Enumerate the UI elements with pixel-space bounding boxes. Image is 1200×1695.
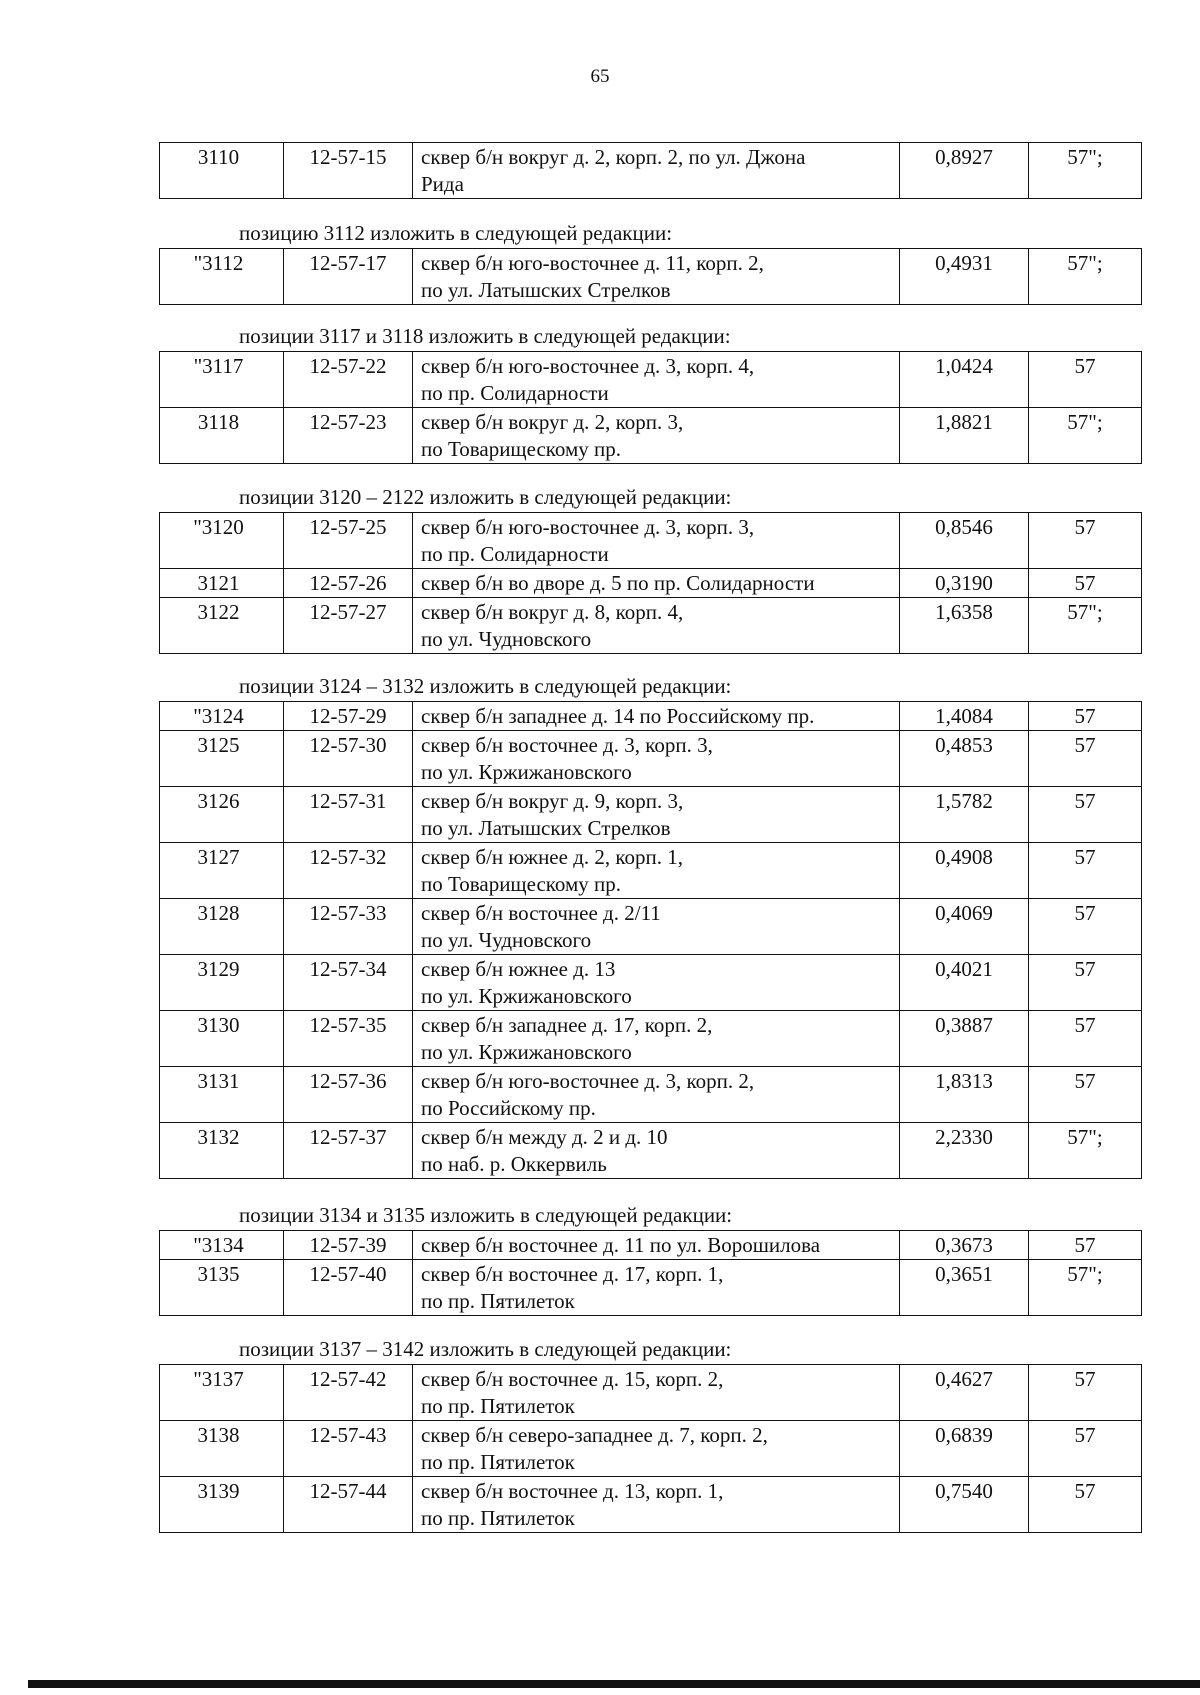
description-line: по наб. р. Оккервиль — [421, 1152, 607, 1176]
position-number: 3129 — [160, 955, 284, 1011]
object-description — [413, 513, 900, 569]
zone-code: 57 — [1029, 352, 1142, 408]
page-number: 65 — [590, 66, 610, 87]
position-number: "3117 — [160, 352, 284, 408]
object-code: 12-57-17 — [284, 249, 413, 305]
area-value: 0,4931 — [900, 249, 1029, 305]
object-description — [413, 787, 900, 843]
zone-code: 57 — [1029, 1231, 1142, 1260]
table-row — [160, 731, 1142, 787]
description-line: сквер б/н западнее д. 17, корп. 2, — [421, 1013, 713, 1037]
description-line: сквер б/н восточнее д. 17, корп. 1, — [421, 1262, 724, 1286]
description-line: сквер б/н восточнее д. 3, корп. 3, — [421, 733, 713, 757]
zone-code: 57 — [1029, 843, 1142, 899]
table-row — [160, 702, 1142, 731]
description-line: по пр. Солидарности — [421, 542, 609, 566]
object-description — [413, 1067, 900, 1123]
object-description — [413, 598, 900, 654]
description-line: по Российскому пр. — [421, 1096, 596, 1120]
area-value: 0,4069 — [900, 899, 1029, 955]
area-value: 0,4853 — [900, 731, 1029, 787]
object-code: 12-57-34 — [284, 955, 413, 1011]
positions-table — [159, 1230, 1142, 1316]
area-value: 1,4084 — [900, 702, 1029, 731]
object-code: 12-57-42 — [284, 1365, 413, 1421]
area-value: 1,6358 — [900, 598, 1029, 654]
object-description — [413, 955, 900, 1011]
area-value: 0,3190 — [900, 569, 1029, 598]
section-heading: позиции 3137 – 3142 изложить в следующей редакции: — [239, 1337, 732, 1361]
object-description — [413, 143, 900, 199]
area-value: 0,8546 — [900, 513, 1029, 569]
description-line: сквер б/н вокруг д. 2, корп. 3, — [421, 410, 684, 434]
table-row — [160, 249, 1142, 305]
area-value: 0,3887 — [900, 1011, 1029, 1067]
section-heading: позиции 3117 и 3118 изложить в следующей редакции: — [239, 324, 731, 348]
description-line: Рида — [421, 172, 464, 196]
object-code: 12-57-27 — [284, 598, 413, 654]
description-line: по ул. Чудновского — [421, 928, 592, 952]
description-line: сквер б/н восточнее д. 2/11 — [421, 901, 661, 925]
zone-code: 57"; — [1029, 249, 1142, 305]
zone-code: 57 — [1029, 513, 1142, 569]
description-line: по пр. Солидарности — [421, 381, 609, 405]
object-code: 12-57-44 — [284, 1477, 413, 1533]
position-number: 3135 — [160, 1260, 284, 1316]
description-line: по Товарищескому пр. — [421, 437, 622, 461]
position-number: 3125 — [160, 731, 284, 787]
description-line: по пр. Пятилеток — [421, 1289, 575, 1313]
table-row — [160, 843, 1142, 899]
position-number: 3131 — [160, 1067, 284, 1123]
zone-code: 57"; — [1029, 1123, 1142, 1179]
description-line: сквер б/н между д. 2 и д. 10 — [421, 1125, 668, 1149]
zone-code: 57 — [1029, 1011, 1142, 1067]
zone-code: 57 — [1029, 1421, 1142, 1477]
zone-code: 57"; — [1029, 598, 1142, 654]
description-line: сквер б/н восточнее д. 11 по ул. Ворошилова — [421, 1233, 821, 1257]
zone-code: 57 — [1029, 787, 1142, 843]
description-line: сквер б/н вокруг д. 2, корп. 2, по ул. Джона — [421, 145, 806, 169]
description-line: сквер б/н юго-восточнее д. 3, корп. 2, — [421, 1069, 755, 1093]
description-line: сквер б/н во дворе д. 5 по пр. Солидарности — [421, 571, 815, 595]
object-description — [413, 1011, 900, 1067]
positions-table — [159, 248, 1142, 305]
object-code: 12-57-43 — [284, 1421, 413, 1477]
description-line: по пр. Пятилеток — [421, 1450, 575, 1474]
object-description — [413, 1260, 900, 1316]
area-value: 1,8821 — [900, 408, 1029, 464]
zone-code: 57 — [1029, 569, 1142, 598]
position-number: 3139 — [160, 1477, 284, 1533]
table-row — [160, 143, 1142, 199]
description-line: по ул. Латышских Стрелков — [421, 278, 671, 302]
description-line: сквер б/н восточнее д. 15, корп. 2, — [421, 1367, 724, 1391]
table-row — [160, 1477, 1142, 1533]
area-value: 0,4908 — [900, 843, 1029, 899]
object-description — [413, 1421, 900, 1477]
table-row — [160, 598, 1142, 654]
area-value: 1,8313 — [900, 1067, 1029, 1123]
area-value: 0,7540 — [900, 1477, 1029, 1533]
object-description — [413, 352, 900, 408]
object-description — [413, 569, 900, 598]
area-value: 0,4627 — [900, 1365, 1029, 1421]
object-description — [413, 1231, 900, 1260]
description-line: сквер б/н северо-западнее д. 7, корп. 2, — [421, 1423, 768, 1447]
position-number: "3124 — [160, 702, 284, 731]
position-number: "3137 — [160, 1365, 284, 1421]
table-row — [160, 1067, 1142, 1123]
area-value: 0,3651 — [900, 1260, 1029, 1316]
object-description — [413, 731, 900, 787]
description-line: по пр. Пятилеток — [421, 1506, 575, 1530]
object-code: 12-57-40 — [284, 1260, 413, 1316]
zone-code: 57"; — [1029, 1260, 1142, 1316]
zone-code: 57 — [1029, 955, 1142, 1011]
area-value: 0,8927 — [900, 143, 1029, 199]
object-code: 12-57-15 — [284, 143, 413, 199]
position-number: 3132 — [160, 1123, 284, 1179]
object-code: 12-57-36 — [284, 1067, 413, 1123]
position-number: 3110 — [160, 143, 284, 199]
table-row — [160, 408, 1142, 464]
description-line: по ул. Чудновского — [421, 627, 592, 651]
description-line: сквер б/н восточнее д. 13, корп. 1, — [421, 1479, 724, 1503]
object-description — [413, 249, 900, 305]
table-row — [160, 955, 1142, 1011]
zone-code: 57 — [1029, 1067, 1142, 1123]
object-code: 12-57-23 — [284, 408, 413, 464]
zone-code: 57"; — [1029, 408, 1142, 464]
position-number: 3127 — [160, 843, 284, 899]
object-description — [413, 408, 900, 464]
area-value: 2,2330 — [900, 1123, 1029, 1179]
table-row — [160, 1123, 1142, 1179]
area-value: 0,4021 — [900, 955, 1029, 1011]
description-line: по Товарищескому пр. — [421, 872, 622, 896]
object-code: 12-57-29 — [284, 702, 413, 731]
description-line: сквер б/н юго-восточнее д. 3, корп. 4, — [421, 354, 755, 378]
position-number: 3128 — [160, 899, 284, 955]
object-description — [413, 702, 900, 731]
table-row — [160, 1011, 1142, 1067]
object-description — [413, 1477, 900, 1533]
position-number: 3130 — [160, 1011, 284, 1067]
position-number: 3118 — [160, 408, 284, 464]
description-line: по ул. Кржижановского — [421, 760, 632, 784]
description-line: сквер б/н юго-восточнее д. 3, корп. 3, — [421, 515, 755, 539]
description-line: сквер б/н западнее д. 14 по Российскому пр. — [421, 704, 815, 728]
object-code: 12-57-39 — [284, 1231, 413, 1260]
table-row — [160, 1260, 1142, 1316]
positions-table — [159, 351, 1142, 464]
zone-code: 57 — [1029, 899, 1142, 955]
positions-table — [159, 512, 1142, 654]
table-row — [160, 787, 1142, 843]
object-code: 12-57-37 — [284, 1123, 413, 1179]
section-heading: позиции 3120 – 2122 изложить в следующей редакции: — [239, 485, 732, 509]
table-row — [160, 352, 1142, 408]
scan-edge-bar — [28, 1680, 1200, 1688]
area-value: 0,6839 — [900, 1421, 1029, 1477]
area-value: 0,3673 — [900, 1231, 1029, 1260]
section-heading: позиции 3124 – 3132 изложить в следующей редакции: — [239, 674, 732, 698]
zone-code: 57 — [1029, 702, 1142, 731]
position-number: "3120 — [160, 513, 284, 569]
description-line: по ул. Латышских Стрелков — [421, 816, 671, 840]
table-row — [160, 569, 1142, 598]
section-heading: позицию 3112 изложить в следующей редакции: — [239, 221, 673, 245]
position-number: 3121 — [160, 569, 284, 598]
position-number: "3134 — [160, 1231, 284, 1260]
object-code: 12-57-26 — [284, 569, 413, 598]
zone-code: 57 — [1029, 1477, 1142, 1533]
object-description — [413, 899, 900, 955]
description-line: сквер б/н вокруг д. 9, корп. 3, — [421, 789, 684, 813]
section-heading: позиции 3134 и 3135 изложить в следующей редакции: — [239, 1203, 733, 1227]
area-value: 1,0424 — [900, 352, 1029, 408]
description-line: по ул. Кржижановского — [421, 984, 632, 1008]
zone-code: 57 — [1029, 1365, 1142, 1421]
table-row — [160, 513, 1142, 569]
table-row — [160, 1421, 1142, 1477]
object-code: 12-57-30 — [284, 731, 413, 787]
object-code: 12-57-33 — [284, 899, 413, 955]
object-code: 12-57-35 — [284, 1011, 413, 1067]
object-code: 12-57-22 — [284, 352, 413, 408]
position-number: 3122 — [160, 598, 284, 654]
description-line: сквер б/н южнее д. 2, корп. 1, — [421, 845, 684, 869]
position-number: 3138 — [160, 1421, 284, 1477]
object-code: 12-57-31 — [284, 787, 413, 843]
zone-code: 57"; — [1029, 143, 1142, 199]
description-line: по пр. Пятилеток — [421, 1394, 575, 1418]
table-row — [160, 1365, 1142, 1421]
object-code: 12-57-25 — [284, 513, 413, 569]
positions-table — [159, 142, 1142, 199]
description-line: сквер б/н южнее д. 13 — [421, 957, 616, 981]
position-number: 3126 — [160, 787, 284, 843]
table-row — [160, 899, 1142, 955]
object-code: 12-57-32 — [284, 843, 413, 899]
object-description — [413, 1123, 900, 1179]
description-line: по ул. Кржижановского — [421, 1040, 632, 1064]
object-description — [413, 843, 900, 899]
position-number: "3112 — [160, 249, 284, 305]
zone-code: 57 — [1029, 731, 1142, 787]
description-line: сквер б/н юго-восточнее д. 11, корп. 2, — [421, 251, 764, 275]
positions-table — [159, 1364, 1142, 1533]
table-row — [160, 1231, 1142, 1260]
area-value: 1,5782 — [900, 787, 1029, 843]
positions-table — [159, 701, 1142, 1179]
description-line: сквер б/н вокруг д. 8, корп. 4, — [421, 600, 684, 624]
object-description — [413, 1365, 900, 1421]
